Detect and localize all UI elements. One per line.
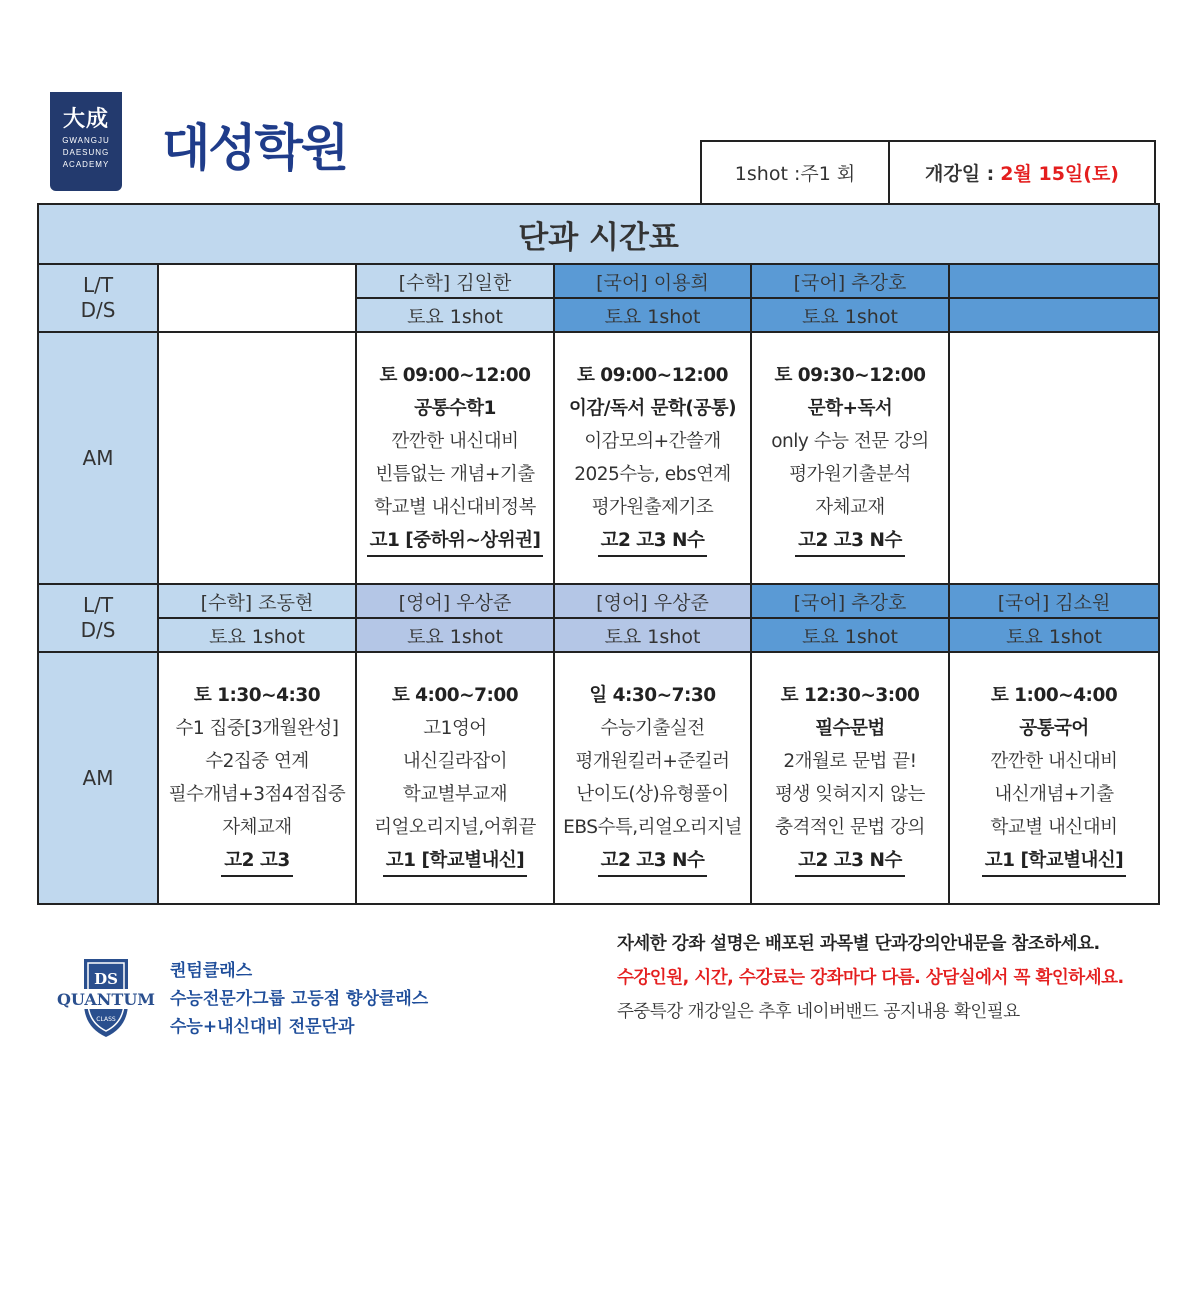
day-header: 토요 1shot <box>356 618 554 652</box>
notice-weekday: 주중특강 개강일은 추후 네이버밴드 공지내용 확인필요 <box>617 1002 1020 1022</box>
logo-line: ACADEMY <box>62 160 110 169</box>
lt-ds-label <box>38 264 158 332</box>
class-desc: 자체교재 <box>815 497 885 518</box>
day-header: 토요 1shot <box>751 298 949 332</box>
class-desc: 리얼오리지널,어휘끝 <box>374 817 536 838</box>
lt-label: L/T <box>82 273 114 297</box>
class-desc: 평가원기출분석 <box>789 464 911 485</box>
brand-title: 대성학원 <box>162 119 348 177</box>
class-time: 일 4:30~7:30 <box>589 685 716 706</box>
class-cell <box>356 652 554 904</box>
ds-small: CLASS <box>96 1016 116 1023</box>
class-target: 고2 고3 N수 <box>598 527 708 557</box>
opening-date-value: 2월 15일(토) <box>1000 163 1119 185</box>
class-desc: 이감모의+간쓸개 <box>584 431 721 452</box>
class-title: 공통국어 <box>1019 718 1089 739</box>
class-desc: 고1영어 <box>423 718 487 739</box>
class-target: 고1 [학교별내신] <box>383 847 527 877</box>
class-desc: 충격적인 문법 강의 <box>775 817 925 838</box>
day-header: 토요 1shot <box>554 298 751 332</box>
class-title: 문학+독서 <box>807 398 893 419</box>
class-cell <box>554 332 751 584</box>
ds-label: D/S <box>80 618 116 642</box>
teacher-header <box>949 264 1159 298</box>
class-cell-empty <box>158 332 356 584</box>
day-header: 토요 1shot <box>158 618 356 652</box>
teacher-header: [국어] 추강호 <box>751 264 949 298</box>
day-header: 토요 1shot <box>751 618 949 652</box>
logo-line: GWANGJU <box>62 136 110 145</box>
class-desc: 빈틈없는 개념+기출 <box>375 464 535 485</box>
class-desc: 난이도(상)유형풀이 <box>576 784 729 805</box>
am-label: AM <box>38 332 158 584</box>
class-time: 토 12:30~3:00 <box>780 685 920 706</box>
teacher-header: [영어] 우상준 <box>356 584 554 618</box>
class-desc: 평개원킬러+준킬러 <box>575 751 730 772</box>
class-target: 고2 고3 N수 <box>598 847 708 877</box>
class-desc: 수2집중 연계 <box>205 751 309 772</box>
quantum-line: 수능전문가그룹 고등점 향상클래스 <box>170 989 429 1009</box>
class-time: 토 09:00~12:00 <box>576 365 729 386</box>
class-desc: 자체교재 <box>222 817 292 838</box>
ds-word: QUANTUM <box>56 990 156 1009</box>
class-title: 공통수학1 <box>414 398 496 419</box>
empty-header <box>158 264 356 332</box>
class-cell <box>356 332 554 584</box>
ds-mark: DS <box>94 970 118 988</box>
logo-hanja: 大成 <box>62 106 109 132</box>
logo-line: DAESUNG <box>62 148 110 157</box>
class-desc: 필수개념+3점4점집중 <box>168 784 346 805</box>
class-desc: 평가원출제기조 <box>591 497 714 518</box>
timetable <box>37 203 1160 905</box>
teacher-header: [수학] 김일한 <box>356 264 554 298</box>
timetable-title: 단과 시간표 <box>38 204 1159 264</box>
lt-label: L/T <box>82 593 114 617</box>
class-desc: 학교별부교재 <box>402 784 508 805</box>
quantum-line: 수능+내신대비 전문단과 <box>170 1017 355 1037</box>
class-title: 필수문법 <box>815 718 885 739</box>
ds-label: D/S <box>80 298 116 322</box>
quantum-line: 퀀텀클래스 <box>170 961 253 981</box>
class-desc: 학교별 내신대비정복 <box>374 497 536 518</box>
teacher-header: [수학] 조동현 <box>158 584 356 618</box>
class-desc: 수능기출실전 <box>600 718 705 739</box>
class-cell <box>949 652 1159 904</box>
teacher-header: [영어] 우상준 <box>554 584 751 618</box>
class-desc: 깐깐한 내신대비 <box>990 751 1118 772</box>
class-desc: 내신개념+기출 <box>994 784 1114 805</box>
class-desc: 2025수능, ebs연계 <box>574 464 731 485</box>
class-desc: 평생 잊혀지지 않는 <box>775 784 925 805</box>
class-time: 토 09:30~12:00 <box>774 365 926 386</box>
class-cell <box>751 332 949 584</box>
day-header: 토요 1shot <box>554 618 751 652</box>
class-desc: EBS수특,리얼오리지널 <box>563 817 742 838</box>
class-desc: 2개월로 문법 끝! <box>783 751 917 772</box>
class-target: 고1 [중하위~상위권] <box>367 527 544 557</box>
teacher-header: [국어] 이용희 <box>554 264 751 298</box>
logo-english <box>50 135 122 171</box>
class-time: 토 4:00~7:00 <box>391 685 519 706</box>
class-time: 토 1:30~4:30 <box>193 685 321 706</box>
class-time: 토 1:00~4:00 <box>990 685 1118 706</box>
class-desc: 깐깐한 내신대비 <box>391 431 519 452</box>
class-desc: 내신길라잡이 <box>402 751 508 772</box>
class-title: 이감/독서 문학(공통) <box>568 398 737 419</box>
quantum-class-logo <box>52 955 160 1040</box>
shot-frequency: 1shot :주1 회 <box>702 142 890 203</box>
day-header <box>949 298 1159 332</box>
class-desc: only 수능 전문 강의 <box>771 431 929 452</box>
class-cell-empty <box>949 332 1159 584</box>
class-target: 고2 고3 N수 <box>795 527 905 557</box>
quantum-class-text <box>170 957 428 1041</box>
am-label: AM <box>38 652 158 904</box>
teacher-header: [국어] 추강호 <box>751 584 949 618</box>
teacher-header: [국어] 김소원 <box>949 584 1159 618</box>
lt-ds-label <box>38 584 158 652</box>
class-desc: 수1 집중[3개월완성] <box>175 718 339 739</box>
class-target: 고2 고3 N수 <box>795 847 905 877</box>
day-header: 토요 1shot <box>356 298 554 332</box>
opening-date <box>890 142 1154 203</box>
opening-date-label: 개강일 : <box>925 163 995 185</box>
class-desc: 학교별 내신대비 <box>990 817 1118 838</box>
notice-block <box>617 927 1124 1029</box>
class-time: 토 09:00~12:00 <box>379 365 531 386</box>
schedule-info-box <box>700 140 1156 203</box>
class-cell <box>158 652 356 904</box>
class-target: 고1 [학교별내신] <box>982 847 1126 877</box>
daesung-logo <box>50 92 122 191</box>
day-header: 토요 1shot <box>949 618 1159 652</box>
notice-warning: 수강인원, 시간, 수강료는 강좌마다 다름. 상담실에서 꼭 확인하세요. <box>617 968 1124 988</box>
notice-reference: 자세한 강좌 설명은 배포된 과목별 단과강의안내문을 참조하세요. <box>617 934 1100 954</box>
class-target: 고2 고3 <box>221 847 292 877</box>
class-cell <box>751 652 949 904</box>
class-cell <box>554 652 751 904</box>
